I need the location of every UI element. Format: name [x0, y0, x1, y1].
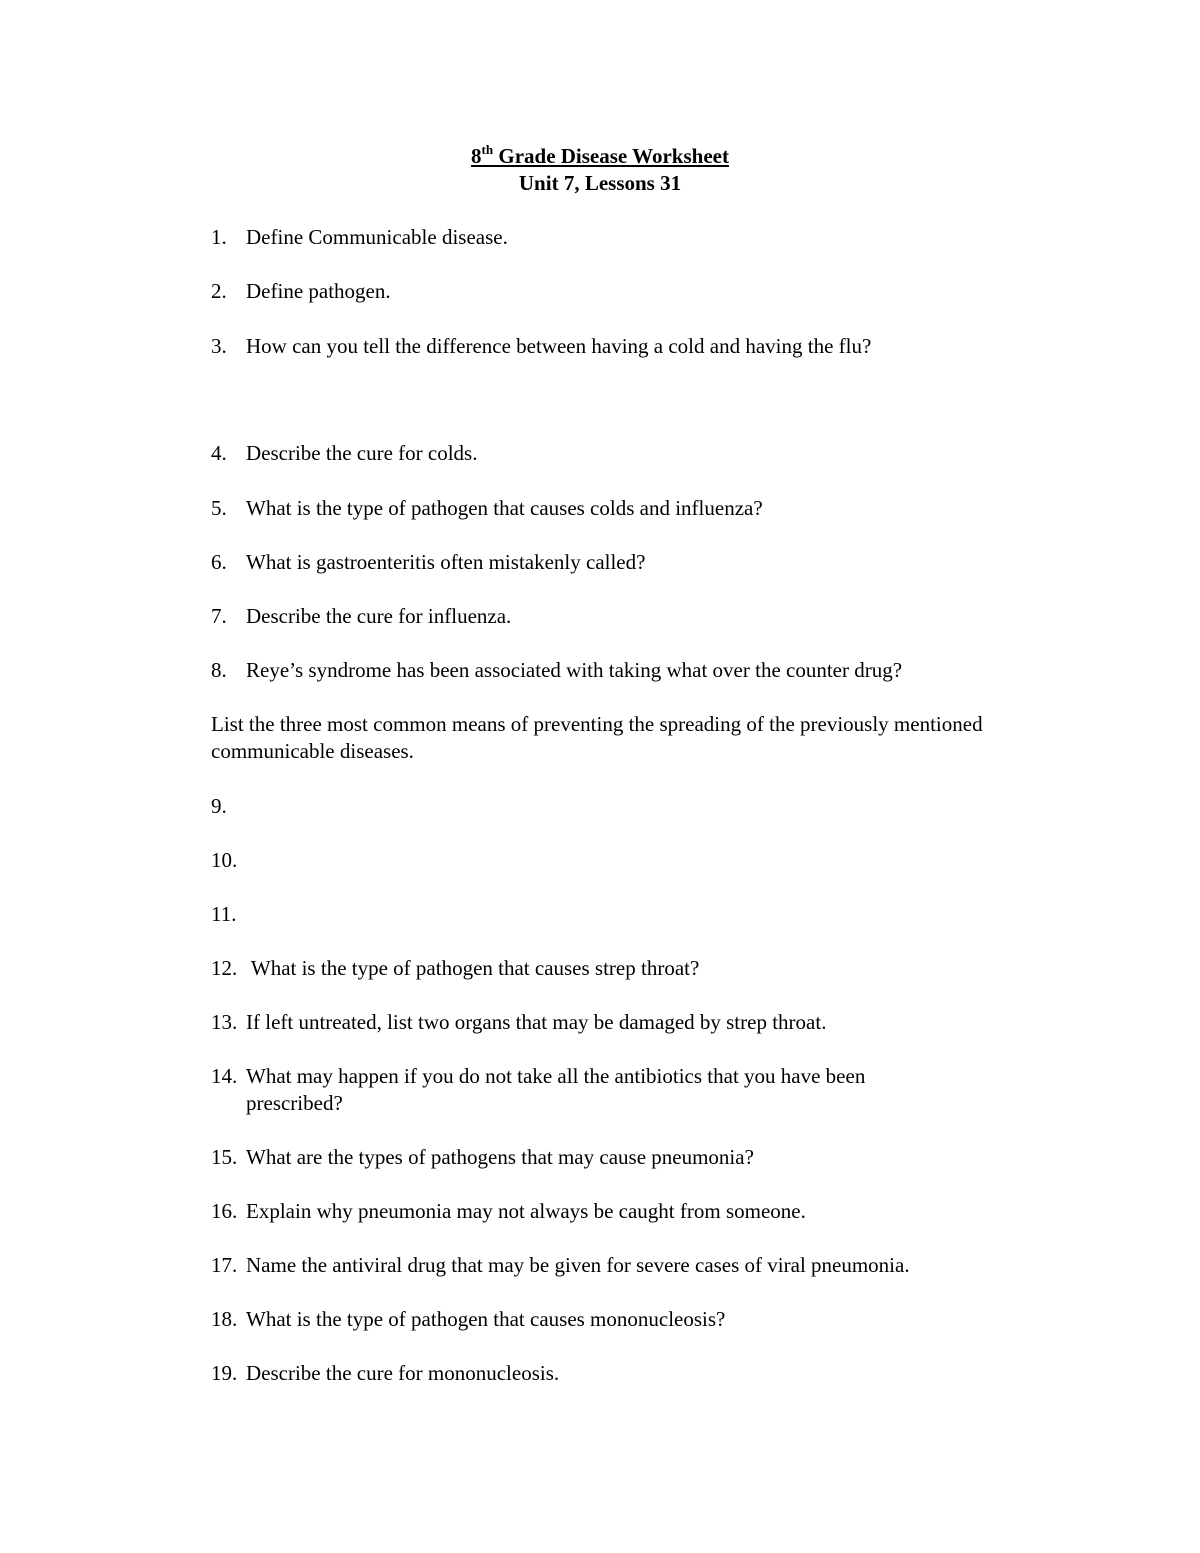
item-number: 11.	[211, 902, 237, 926]
question-number: 13.	[211, 1010, 238, 1034]
question-19	[211, 1360, 1031, 1387]
question-12	[211, 955, 1031, 982]
question-7	[211, 603, 1031, 630]
question-number: 6.	[211, 550, 227, 574]
question-3	[211, 333, 1031, 360]
question-text: Define Communicable disease.	[246, 225, 508, 249]
question-text: Reye’s syndrome has been associated with taking what over the counter drug?	[246, 658, 903, 682]
question-text-continued: prescribed?	[246, 1091, 343, 1115]
question-text: What is the type of pathogen that causes strep throat?	[246, 956, 700, 980]
question-14	[211, 1063, 1031, 1117]
question-text: How can you tell the difference between having a cold and having the flu?	[246, 334, 872, 358]
question-number: 17.	[211, 1253, 238, 1277]
question-number: 3.	[211, 334, 227, 358]
question-15	[211, 1144, 1031, 1171]
instruction-paragraph: List the three most common means of preventing the spreading of the previously mentioned communicable diseases.	[211, 712, 983, 763]
question-number: 2.	[211, 279, 227, 303]
item-number: 10.	[211, 848, 238, 872]
question-number: 1.	[211, 225, 227, 249]
question-number: 19.	[211, 1361, 238, 1385]
question-number: 4.	[211, 441, 227, 465]
question-text: Explain why pneumonia may not always be caught from someone.	[246, 1199, 806, 1223]
question-6	[211, 549, 1031, 576]
title-prefix: 8	[471, 144, 482, 168]
question-text: Describe the cure for influenza.	[246, 604, 512, 628]
question-text: What is gastroenteritis often mistakenly called?	[246, 550, 646, 574]
question-1	[211, 224, 1031, 251]
question-number: 14.	[211, 1064, 238, 1088]
question-number: 7.	[211, 604, 227, 628]
question-number: 12.	[211, 956, 238, 980]
blank-item-11	[211, 901, 1031, 928]
question-8	[211, 657, 1031, 684]
question-text: If left untreated, list two organs that may be damaged by strep throat.	[246, 1010, 827, 1034]
question-5	[211, 495, 1031, 522]
question-number: 16.	[211, 1199, 238, 1223]
question-number: 18.	[211, 1307, 238, 1331]
question-number: 5.	[211, 496, 227, 520]
question-text: Name the antiviral drug that may be given for severe cases of viral pneumonia.	[246, 1253, 910, 1277]
question-17	[211, 1252, 1031, 1279]
blank-item-10	[211, 847, 1031, 874]
question-text: What is the type of pathogen that causes mononucleosis?	[246, 1307, 726, 1331]
question-16	[211, 1198, 1031, 1225]
title-superscript: th	[481, 142, 494, 157]
item-number: 9.	[211, 794, 227, 818]
page-title	[0, 143, 1200, 169]
question-text: Describe the cure for colds.	[246, 441, 478, 465]
question-13	[211, 1009, 1031, 1036]
question-text: Define pathogen.	[246, 279, 391, 303]
blank-item-9	[211, 793, 1031, 820]
question-2	[211, 278, 1031, 305]
question-text: Describe the cure for mononucleosis.	[246, 1361, 560, 1385]
question-number: 8.	[211, 658, 227, 682]
question-text: What is the type of pathogen that causes colds and influenza?	[246, 496, 763, 520]
question-text: What may happen if you do not take all the antibiotics that you have been	[246, 1064, 866, 1088]
question-number: 15.	[211, 1145, 238, 1169]
question-text: What are the types of pathogens that may cause pneumonia?	[246, 1145, 754, 1169]
question-18	[211, 1306, 1031, 1333]
question-4	[211, 440, 1031, 467]
page-subtitle: Unit 7, Lessons 31	[518, 171, 682, 195]
title-rest: Grade Disease Worksheet	[493, 144, 729, 168]
